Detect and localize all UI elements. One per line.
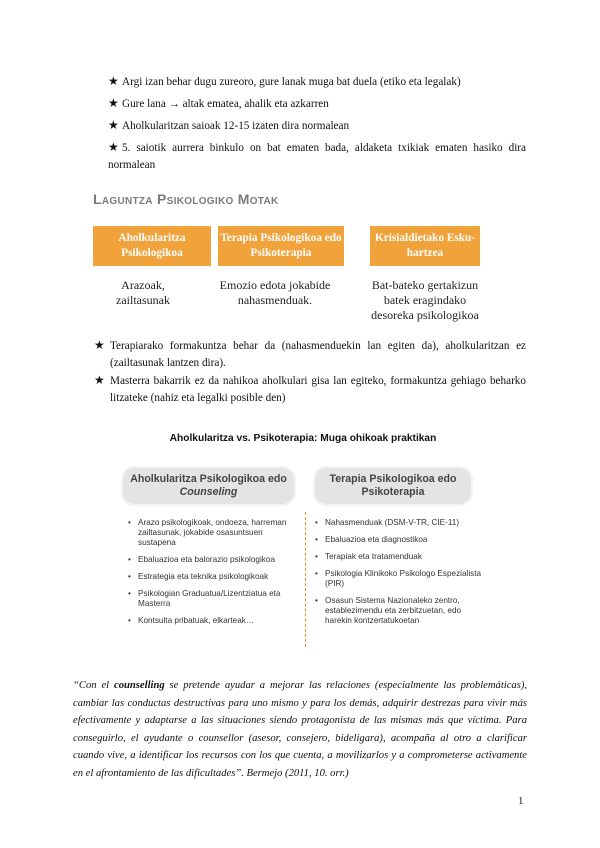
list-item: • Psikologia Klinikoko Psikologo Espezialista (PIR) [315, 569, 483, 589]
star-icon: ★ [108, 140, 119, 154]
list-item: • Nahasmenduak (DSM-V-TR, CIE-11) [315, 518, 483, 528]
type-desc-psychotherapy: Emozio edota jokabide nahasmenduak. [219, 278, 331, 307]
type-box-psychotherapy: Terapia Psikologikoa edo Psikoterapia [218, 226, 344, 266]
star-icon: ★ [108, 96, 119, 110]
list-item: ★ Masterra bakarrik ez da nahikoa aholkulari gisa lan egiteko, formakuntza gehiago beharko litzateke (nahiz eta legalki posible den) [94, 373, 526, 404]
type-desc-counseling: Arazoak, zailtasunak [116, 278, 170, 307]
list-item: • Psikologian Graduatua/Lizentziatua eta Masterra [128, 589, 298, 609]
counselling-quote: “Con el counselling se pretende ayudar a mejorar las relaciones (especialmente las problemáticas), cambiar las conductas destructivas para uno mismo y para los demás, adquirir destrezas para vivir más efectivamente y adaptarse a las situaciones siendo protagonista de las mismas más que víctima. Para conseguirlo, el ayudante o counsellor (asesor, consejero, bideligara), acompaña al otro a clarificar cuando vive, a identificar los recursos con los que cuenta, a movilizarlos y a comprometerse activamente en el afrontamiento de las dificultades”. Bermejo (2011, 10. orr.) [73, 680, 528, 779]
list-item: • Arazo psikologikoak, ondoeza, harreman zailtasunak, jokabide osasuntsuen sustapena [128, 518, 298, 548]
star-icon: ★ [108, 74, 119, 88]
list-item: • Osasun Sistema Nazionaleko zentro, establezimendu eta zerbitzuetan, edo harekin kontzertatukoetan [315, 596, 483, 626]
type-desc-crisis: Bat-bateko gertakizun batek eragindako desoreka psikologikoa [371, 278, 479, 322]
list-item: • Ebaluazioa eta diagnostikoa [315, 535, 483, 545]
counseling-header: Aholkularitza Psikologikoa edo Counseling [121, 466, 296, 506]
comparison-title: Aholkularitza vs. Psikoterapia: Muga ohikoak praktikan [169, 433, 437, 444]
psychotherapy-header: Terapia Psikologikoa edo Psikoterapia [313, 466, 473, 506]
type-box-crisis: Krisialdietako Esku-hartzea [370, 226, 480, 266]
type-box-counseling: Aholkularitza Psikologikoa [93, 226, 211, 266]
middle-bullet-list [94, 337, 526, 407]
list-item: • Estrategia eta teknika psikologikoak [128, 572, 298, 582]
column-divider [305, 512, 306, 647]
counseling-list [128, 518, 298, 633]
list-item: ★ 5. saiotik aurrera binkulo on bat ematen bada, aldaketa txikiak ematen hasiko dira normalean [108, 140, 526, 171]
list-item: ★ Terapiarako formakuntza behar da (nahasmenduekin lan egiten da), aholkularitzan ez (zailtasunak lantzen dira). [94, 338, 526, 369]
list-item: ★ Argi izan behar dugu zureoro, gure lanak muga bat duela (etiko eta legalak) [108, 74, 461, 88]
section-heading: Laguntza Psikologiko Motak [93, 191, 279, 207]
list-item: ★ Gure lana → altak ematea, ahalik eta azkarren [108, 96, 329, 110]
list-item: • Kontsulta pribatuak, elkarteak… [128, 616, 298, 626]
page-number: 1 [518, 795, 524, 807]
list-item: • Ebaluazioa eta balorazio psikologikoa [128, 555, 298, 565]
list-item: • Terapiak eta tratamenduak [315, 552, 483, 562]
star-icon: ★ [94, 338, 105, 352]
star-icon: ★ [108, 118, 119, 132]
psychotherapy-list [315, 518, 483, 633]
star-icon: ★ [94, 373, 105, 387]
list-item: ★ Aholkularitzan saioak 12-15 izaten dira normalean [108, 118, 350, 132]
top-bullet-list [108, 73, 526, 174]
